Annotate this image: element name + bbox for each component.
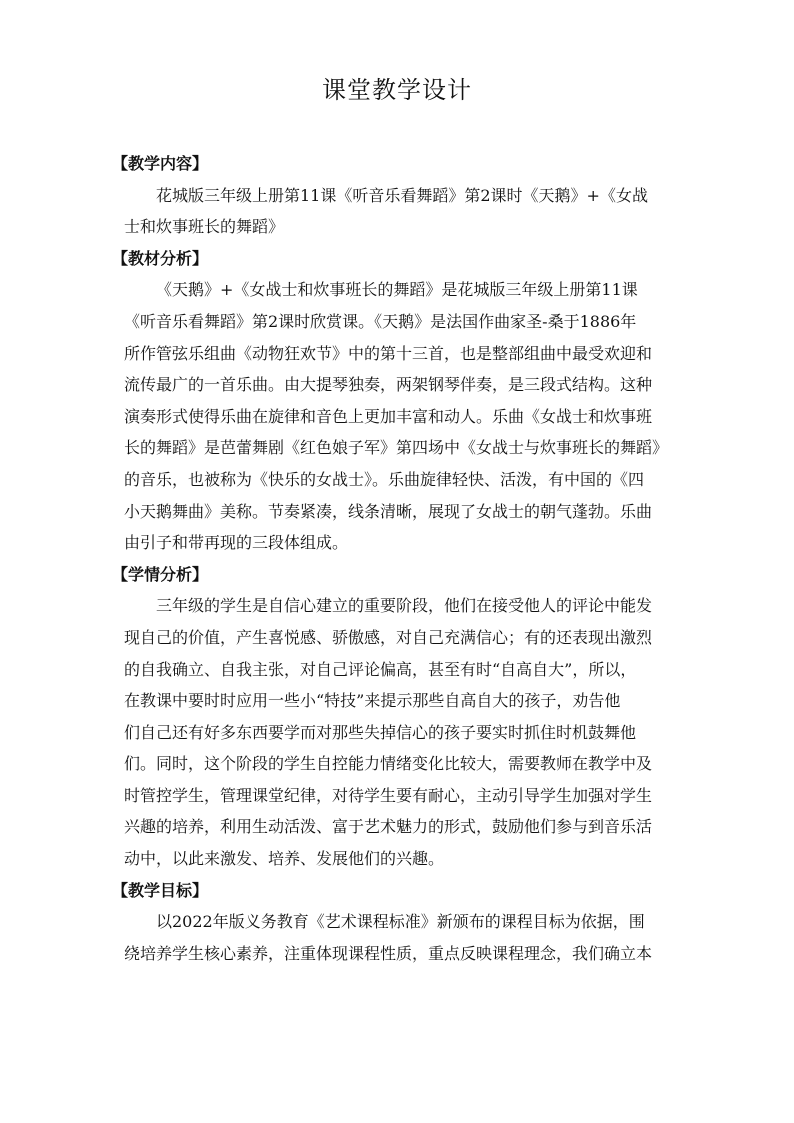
section-teaching-goals [92, 875, 712, 970]
section-paragraph [92, 274, 712, 558]
text-line: 的自我确立、自我主张，对自己评论偏高，甚至有时“自高自大”，所以， [124, 659, 637, 679]
text-line: 《天鹅》+《女战士和炊事班长的舞蹈》是花城版三年级上册第11课 [156, 280, 638, 300]
section-heading: 【教材分析】 [112, 248, 209, 268]
document-body [92, 148, 712, 969]
section-heading: 【教学内容】 [112, 154, 209, 173]
text-line: 由引子和带再现的三段体组成。 [124, 533, 349, 553]
text-line: 现自己的价值，产生喜悦感、骄傲感，对自己充满信心；有的还表现出激烈 [124, 627, 653, 647]
text-line: 三年级的学生是自信心建立的重要阶段，他们在接受他人的评论中能发 [156, 596, 653, 616]
text-line: 士和炊事班长的舞蹈》 [124, 217, 285, 237]
text-line: 演奏形式使得乐曲在旋律和音色上更加丰富和动人。乐曲《女战士和炊事班 [124, 406, 653, 426]
section-student-analysis [92, 559, 712, 875]
text-line: 时管控学生，管理课堂纪律，对待学生要有耐心，主动引导学生加强对学生 [124, 785, 653, 805]
section-paragraph [92, 590, 712, 874]
text-line: 长的舞蹈》是芭蕾舞剧《红色娘子军》第四场中《女战士与炊事班长的舞蹈》 [124, 438, 669, 458]
text-line: 花城版三年级上册第11课《听音乐看舞蹈》第2课时《天鹅》+《女战 [156, 185, 648, 205]
section-teaching-content [92, 148, 712, 243]
text-line: 小天鹅舞曲》美称。节奏紧凑，线条清晰，展现了女战士的朝气蓬勃。乐曲 [124, 501, 653, 521]
document-title: 课堂教学设计 [322, 76, 472, 104]
text-line: 们。同时，这个阶段的学生自控能力情绪变化比较大，需要教师在教学中及 [124, 754, 653, 774]
text-line: 《听音乐看舞蹈》第2课时欣赏课。《天鹅》是法国作曲家圣-桑于1886年 [124, 311, 637, 331]
text-line: 在教课中要时时应用一些小“特技”来提示那些自高自大的孩子，劝告他 [124, 691, 621, 711]
section-paragraph [92, 906, 712, 969]
text-line: 的音乐，也被称为《快乐的女战士》。乐曲旋律轻快、活泼，有中国的《四 [124, 469, 645, 489]
section-heading: 【教学目标】 [112, 880, 209, 900]
text-line: 动中，以此来激发、培养、发展他们的兴趣。 [124, 849, 445, 869]
text-line: 们自己还有好多东西要学而对那些失掉信心的孩子要实时抓住时机鼓舞他 [124, 722, 637, 742]
section-heading: 【学情分析】 [112, 564, 209, 584]
section-material-analysis [92, 243, 712, 559]
text-line: 流传最广的一首乐曲。由大提琴独奏，两架钢琴伴奏，是三段式结构。这种 [124, 375, 653, 395]
section-paragraph [92, 180, 712, 243]
text-line: 兴趣的培养，利用生动活泼、富于艺术魅力的形式，鼓励他们参与到音乐活 [124, 817, 653, 837]
text-line: 所作管弦乐组曲《动物狂欢节》中的第十三首，也是整部组曲中最受欢迎和 [124, 343, 653, 363]
text-line: 以2022年版义务教育《艺术课程标准》新颁布的课程目标为依据，围 [156, 912, 645, 932]
text-line: 绕培养学生核心素养，注重体现课程性质，重点反映课程理念，我们确立本 [124, 943, 653, 963]
